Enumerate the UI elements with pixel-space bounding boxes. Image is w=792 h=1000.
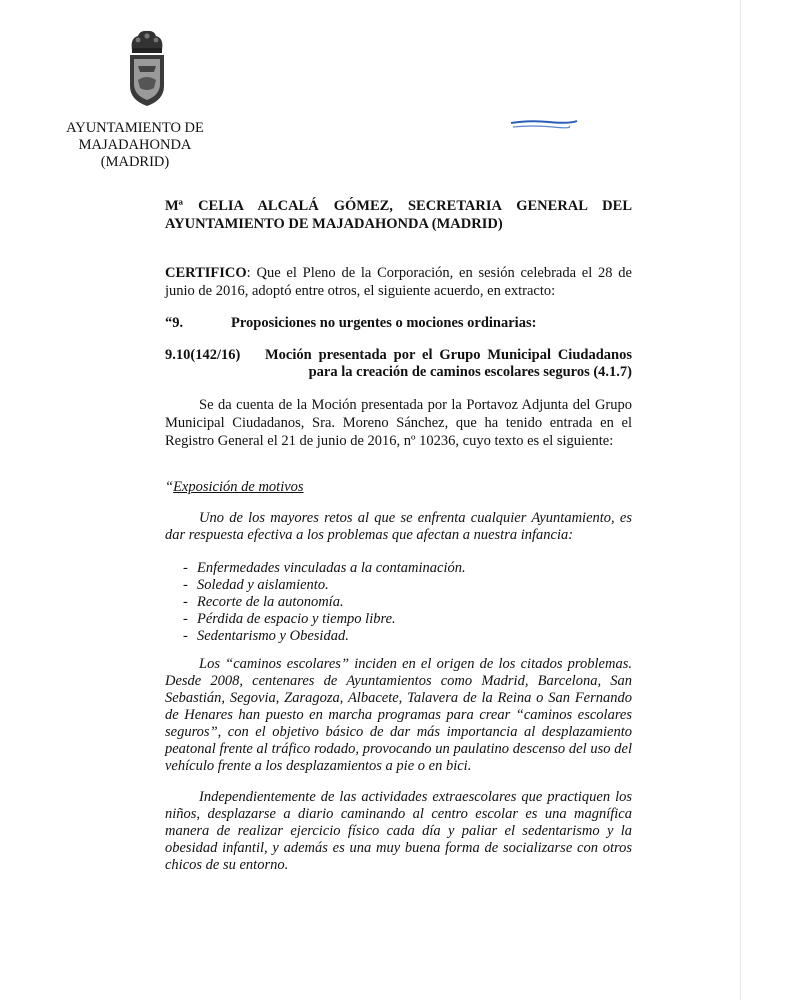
exposicion-label: Exposición de motivos bbox=[173, 479, 304, 495]
coat-of-arms-icon bbox=[124, 28, 170, 108]
motion-number: 9.10(142/16) bbox=[165, 347, 241, 363]
list-item: - Recorte de la autonomía. bbox=[183, 594, 466, 611]
list-item: - Sedentarismo y Obesidad. bbox=[183, 628, 466, 645]
certifico-paragraph bbox=[165, 264, 632, 300]
list-item: - Soledad y aislamiento. bbox=[183, 577, 466, 594]
motion-title bbox=[265, 347, 632, 381]
exposicion-heading bbox=[165, 479, 304, 496]
intro-text: Se da cuenta de la Moción presentada por la Portavoz Adjunta del Grupo Municipal Ciudadanos, Sra. Moreno Sánchez, que ha tenido entrada en el Registro General el 21 de junio de 2016, nº 10236, cuyo texto es el siguiente: bbox=[165, 397, 632, 449]
certifier-heading bbox=[165, 197, 632, 233]
section-title: Proposiciones no urgentes o mociones ordinarias: bbox=[231, 315, 537, 331]
paragraph-1-text: Uno de los mayores retos al que se enfrenta cualquier Ayuntamiento, es dar respuesta efectiva a los problemas que afectan a nuestra infancia: bbox=[165, 510, 632, 543]
paragraph-2 bbox=[165, 656, 632, 775]
section-number: “9. bbox=[165, 315, 184, 331]
heading-line-2: AYUNTAMIENTO DE MAJADAHONDA (MADRID) bbox=[165, 216, 503, 232]
motion-title-line-1: Moción presentada por el Grupo Municipal Ciudadanos bbox=[265, 347, 632, 363]
problems-list bbox=[183, 560, 466, 645]
list-item: - Enfermedades vinculadas a la contaminación. bbox=[183, 560, 466, 577]
org-line-1: AYUNTAMIENTO DE bbox=[66, 120, 204, 136]
intro-paragraph bbox=[165, 396, 632, 450]
paragraph-2-text: Los “caminos escolares” inciden en el origen de los citados problemas. Desde 2008, centenares de Ayuntamientos como Madrid, Barcelona, San Sebastián, Segovia, Zaragoza, Albacete, Talavera de la Reina o San Fernando de Henares han puesto en marcha programas para crear “caminos escolares seguros”, con el objetivo básico de dar más importancia al desplazamiento peatonal frente al tráfico rodado, provocando un paulatino descenso del uso del vehículo frente a los desplazamientos a pie o en bici. bbox=[165, 656, 632, 774]
paragraph-1 bbox=[165, 510, 632, 544]
opening-quote: “ bbox=[165, 479, 174, 495]
list-item: - Pérdida de espacio y tiempo libre. bbox=[183, 611, 466, 628]
motion-title-line-2: para la creación de caminos escolares seguros (4.1.7) bbox=[308, 364, 632, 380]
certifico-text: : Que el Pleno de la Corporación, en sesión celebrada el 28 de junio de 2016, adoptó entre otros, el siguiente acuerdo, en extracto: bbox=[165, 265, 632, 299]
blue-ink-scribble-icon bbox=[509, 118, 579, 132]
certifico-label: CERTIFICO bbox=[165, 265, 247, 281]
organization-name bbox=[40, 120, 230, 171]
org-line-3: (MADRID) bbox=[100, 154, 170, 170]
paragraph-3 bbox=[165, 789, 632, 874]
page-edge bbox=[740, 0, 741, 1000]
paragraph-3-text: Independientemente de las actividades extraescolares que practiquen los niños, desplazarse a diario caminando al centro escolar es una magnífica manera de realizar ejercicio físico cada día y paliar el sedentarismo y la obesidad infantil, y además es una muy buena forma de socializarse con otros chicos de su entorno. bbox=[165, 789, 632, 873]
org-line-2: MAJADAHONDA bbox=[78, 137, 192, 153]
heading-line-1: Mª CELIA ALCALÁ GÓMEZ, SECRETARIA GENERAL DEL bbox=[165, 198, 632, 214]
